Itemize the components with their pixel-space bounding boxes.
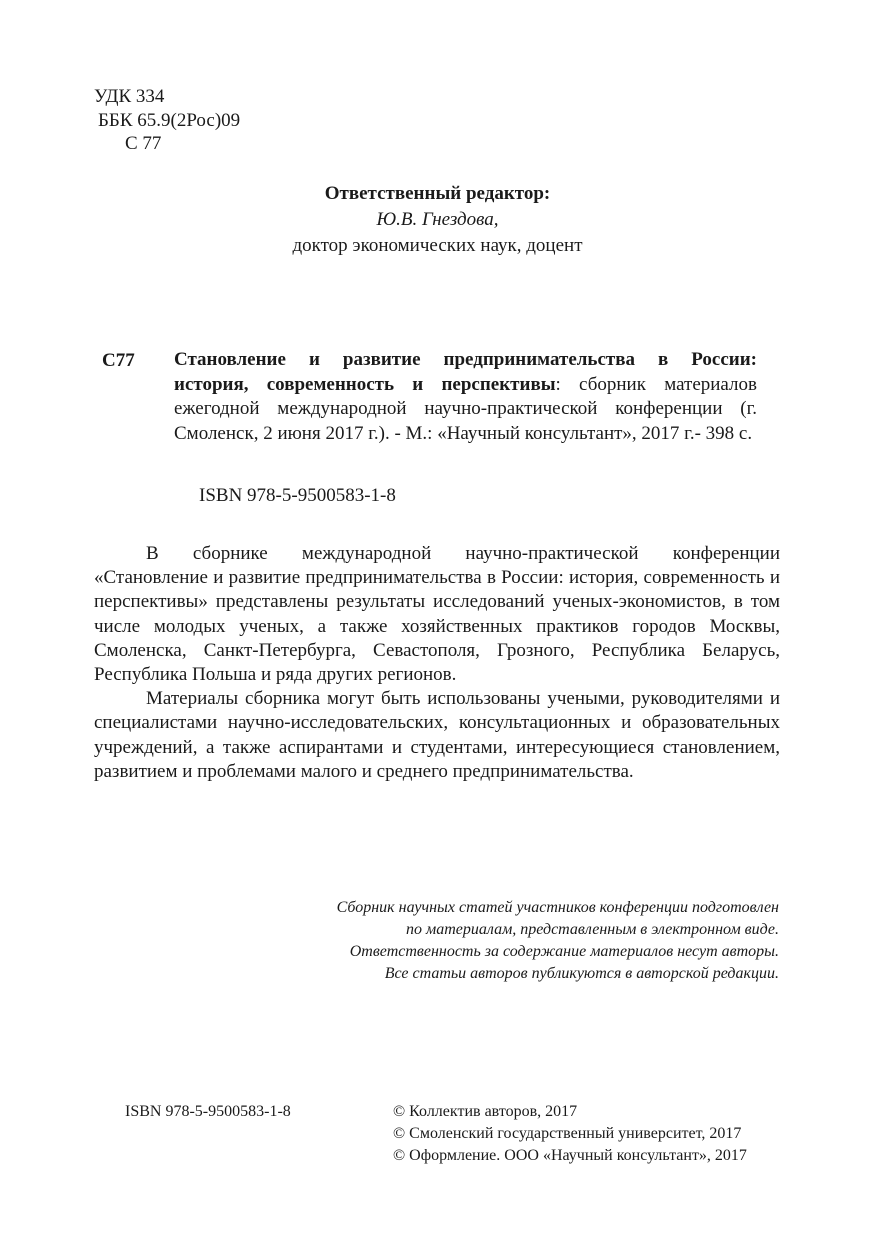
author-mark: С 77 — [125, 133, 162, 154]
bibliographic-description — [174, 348, 757, 446]
note-line: по материалам, представленным в электронном виде. — [406, 921, 779, 938]
bbk-code: ББК 65.9(2Рос)09 — [98, 110, 241, 131]
note-line: Ответственность за содержание материалов несут авторы. — [349, 943, 779, 960]
bibliographic-code: С77 — [102, 350, 135, 371]
udk-code: УДК 334 — [94, 86, 165, 107]
note-line: Сборник научных статей участников конференции подготовлен — [336, 899, 779, 916]
isbn-footer: ISBN 978-5-9500583-1-8 — [125, 1103, 291, 1120]
copyright-block — [393, 1101, 747, 1167]
isbn-main: ISBN 978-5-9500583-1-8 — [199, 485, 396, 506]
copyright-line: © Коллектив авторов, 2017 — [393, 1103, 578, 1120]
editor-name: Ю.В. Гнездова, — [376, 209, 499, 230]
abstract — [94, 542, 780, 784]
editorial-note — [250, 897, 779, 985]
copyright-line: © Смоленский государственный университет, 2017 — [393, 1125, 742, 1142]
book-title-line2: история, современность и перспективы — [174, 373, 556, 395]
book-description: : сборник материалов ежегодной международной научно-практической конференции (г. Смоленск, 2 июня 2017 г.). - М.: «Научный консультант», 2017 г.- 398 с. — [174, 373, 757, 444]
abstract-paragraph-2: Материалы сборника могут быть использованы учеными, руководителями и специалистами научно-исследовательских, консультационных и образовательных учреждений, а также аспирантами и студентами, интересующиеся становлением, развитием и проблемами малого и среднего предпринимательства. — [94, 688, 780, 782]
abstract-paragraph-1: В сборнике международной научно-практической конференции «Становление и развитие предпринимательства в России: история, современность и перспективы» представлены результаты исследований ученых-экономистов, в том числе молодых ученых, а также хозяйственных практиков городов Москвы, Смоленска, Санкт-Петербурга, Севастополя, Грозного, Республика Беларусь, Республика Польша и ряда других регионов. — [94, 543, 780, 686]
editor-block — [0, 181, 875, 259]
book-title-line1: Становление и развитие предпринимательства в России: — [174, 349, 757, 370]
editor-label: Ответственный редактор: — [324, 183, 551, 204]
editor-degree: доктор экономических наук, доцент — [292, 235, 583, 256]
copyright-line: © Оформление. ООО «Научный консультант», 2017 — [393, 1147, 747, 1164]
note-line: Все статьи авторов публикуются в авторской редакции. — [384, 965, 779, 982]
